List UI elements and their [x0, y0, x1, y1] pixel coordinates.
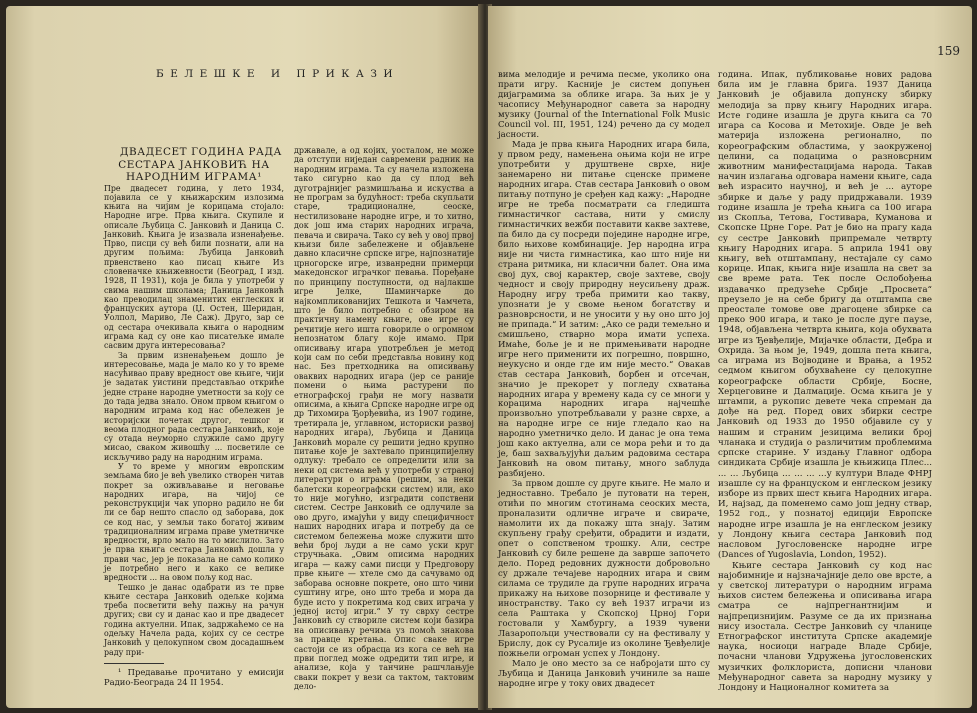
- paragraph: вима мелодије и речима песме, уколико она прати игру. Касније је систем допуњен дијаграмима за облике игара. За њих је у часопису Међународног савета за народну музику (Journal of the International Folk Music Council vol. III, 1951, 124) речено да су модел јасности.: [498, 70, 710, 140]
- paragraph: Тешко је данас одабрати из те прве књиге сестара Јанковић одељке којима треба посветити већу пажњу на рачун других; сви су и данас као и пре двадесет година актуелни. Ипак, задржаћемо се на одељку Начела рада, којих су се сестре Јанковић у целокупном свом досадашњем раду при-: [104, 582, 284, 657]
- paragraph: За првим изненађењем дошло је интересовање, мада је мало ко у то време насућивао праву вредност ове књиге, чији је задатак уистини представљао откриће једне стране народне уметности за коју се до тада једва знало. Оном првом књигом о народним играма код нас обележен је историјски почетак другог, тешког и веома плодног рада сестара Јанковић, које су отада неуморно служиле само другу мисао, свакoм живошћу ... посветиле се искључиво раду на народним играма.: [104, 350, 284, 462]
- paragraph: година. Ипак, публиковање нових радова била им је главна брига. 1937 Даница Јанковић је објавила допунску збирку мелодија за прву књигу Народних игара. Исте године изашла је друга књига са 70 игара са Косова и Метохије. Овде је већ материја изложена регионално, по кореографским областима, у заокруженој целини, са подацима о разновсрним животним манифестацијама народа. Такав начин излагања одговара намени књиге, сада већ израсито научној, и већ је ... ауторе збирке и даље у раду придржавали. 1939 године изашла је трећа књига са 100 игара из Скопља, Тетова, Гостивара, Куманова и Скопске Црне Горе. Рат је био на прагу када су сестре Јанковић припремале четврту књигу Народних игара. 5 априла 1941 ову књигу, већ отштампану, нестајале су само корице. Ипак, књига није изашла на свет за све време рата. Тек после Ослобођења издавачко предузеће Србије „Просвета“ преузело је на себе бригу да отштампа све преостале томове ове драгоцене збирке са преко 900 игара, и тако је после дуге паузе, 1948, објављена четврта књига, која обухвата игре из Ђевђелије, Мијачке области, Дебра и Охрида. За њом је, 1949, дошла пета књига, са играма из Војводине и Врања, а 1952 седмом књигом обухваћене су целокупне кореографске области Србије, Босне, Херцеговине и Далмације. Осма књига је у штампи, а рукопис девете чека спреман да дође на ред. Поред ових збирки сестре Јанковић од 1933 до 1950 објавиле су у нашим и страним језицима велики број чланака и студија о различитим проблемима српске старине. У издању Главног одбора синдиката Србије изашла је књижица Плес... ... ... Љубица ... ... ... ...у култури Владе ФНРЈ изашле су на француском и енглеском језику изборе из првих шест књига Народних игара. И, најзад, да поменемо само још једну ствар, 1952 год., у познатој едицији Европске народне игре изашла је на енглеском језику у Лондону књига сестара Јанковић под насловом Југословенске народне игре (Dances of Yugoslavia, London, 1952).: [718, 70, 932, 561]
- footnote-divider: [104, 663, 164, 664]
- article-title: ДВАДЕСЕТ ГОДИНА РАДА СЕСТАРА ЈАНКОВИЋ НА НАРОДНИМ ИГРАМА¹: [118, 146, 283, 183]
- left-column-2: [294, 146, 474, 692]
- paragraph: државале, а од којих, уосталом, не може да отступи ниједан савремени радник на народним играма. Та су начела изложена тако сигурно као да су плод већ дуготрајнијег размишљања и искуства а не програм за будућност: треба скупљати старе, традиционалне, сеоске, нестилизоване народне игре, и то хитно, док још има старих народних играча, певача и свирача. Тако су већ у овој првој књизи биле забележене и објављене давно класичне српске игре, најпознатије црногорске игре, изванредни примерци македонског играчког певања. Поређане по принципу поступности, од најлакше игре Јелке, Шаминчарке до најкомпликованијих Тешкота и Чамчета, што је било потребно с обзиром на практичну намену књиге, ове игре су речитије него ишта говориле о огромном непознатом благу које имамо. При описивању игара употребљен је метод који сам по себи представља новину код нас. Без претходника на описивању оваквих народних игара (јер се раније помени о њима растурени по етнографској грађи не могу назвати описима, а књига Српске народне игре од др Тихомира Ђорђевића, из 1907 године, третирала је, углавном, историски развој народних игара), Љубица и Даница Јанковић морале су решити једно крупно питање које је захтевало принципијелну одлуку: требало се определити или за неки од система већ у употреби у страној литератури о играма (решим, за неки балетски кореографски систем) или, ако то није могућно, изградити сопствени систем. Сестре Јанковић се одлучиле за ово друго, имајући у виду специфичност наших народних игара и потребу да се системом бележења може служити што већи број људи а не само уски круг стручњака. „Овим описима народних игара — кажу сами писци у Предговору прве књиге — хтеле смо да сачувамо од заборава основне покрете, оно што чини суштину игре, оно што треба и мора да буде исто у покретима код свих играча у једној истој игри.“ У ту сврху сестре Јанковић су створиле систем који базира на описивању речима уз помоћ знакова за правце кретања. Опис сваке игре састоји се из обрасца из кога се већ на први поглед може одредити тип игре, и анализе, која у танчине рашчлањује сваки покрет у вези са тактом, тактовим дело-: [294, 146, 474, 692]
- running-head: БЕЛЕШКЕ И ПРИКАЗИ: [156, 68, 400, 80]
- right-page: [488, 6, 972, 708]
- paragraph: У то време у многим европским земљама био је већ увелико створен читав покрет за оживљавање и неговање народних игара, на чијој се реконструкцији чак упорно радило не би ли се бар нешто спасло од заборава, док се код нас, у земљи тако богатој живим традиционалним играма праве уметничке вредности, врло мало на то мислило. Зато је прва књига сестара Јанковић дошла у прави час, јер је показала не само колико је потребно него и како се великe вредности ... на овом пољу код нас.: [104, 461, 284, 583]
- paragraph: Мада је прва књига Народних игара била, у првом реду, намењена оњима који не игре употребити у друштвене сврхе, није занемарено ни питање сценске примене народних игара. Став сестара Јанковић о овом питању потпуно је сређен кад кажу: „Народне игре не треба посматрати са гледишта гимнастичког састава, нити у смислу гимнастичких вежби поставити какве захтеве, па било да су посреди поједине народне игре, било њихове комбинације. Јер народна игра није ни чиста гимнастика, као што није ни страна ритмика, ни класични балет. Она има свој дух, свој карактер, своје захтеве, своју чедност и своју природну неусиљену драж. Народну игру треба примити као такву, упознати је у своме њеном богатству и разноврсности, и не уносити у њу оно што јој не припада.“ И затим: „Ако се ради темељно и смишљено, стварно мора имати успеха. Имаће, боље је и не примењивати народне игре него применити их погрешно, површно, неукусно и онде где им није место.“ Овакав став сестара Јанковић, борбен и отсечан, значио је прекорет у погледу схватања народних игара у времену када су се многи у корацима народних игара најчешће произвољно употребљавали у разне сврхе, а на народне игре се није гледало као на народно уметничко дело. И данас је она тема још како актуелна, али се мора рећи и то да је, баш захваљујући даљим радовима сестара Јанковић на овом питању, много заблуда разбијено.: [498, 139, 710, 480]
- right-column-1: [498, 70, 710, 689]
- left-page: [6, 6, 484, 708]
- footnote: ¹ Предавање прочитано у емисији Радио-Београда 24 II 1954.: [104, 666, 284, 687]
- page-number: 159: [937, 44, 960, 58]
- left-column-1: [104, 146, 284, 687]
- right-column-2: [718, 70, 932, 693]
- paragraph: Пре двадесет година, у лето 1934, појавила се у књижарским излозима књига на чијим је корицама стојало: Народне игре. Прва књига. Скупиле и описале Љубица С. Јанковић и Даница С. Јанковић. Књига је изазвала изненађење. Прво, писци су већ били познати, али на другим пољима: Љубица Јанковић првенствено као писац књиге Из словеначке књижевности (Београд, I изд. 1928, II 1931), која је била у употреби у свима нашим школама; Даница Јанковић као преводилац знаменитих енглеских и француских аутора (Џ. Остен, Шеридан, Уолпол, Мариво, Ле Саж). Друго, зар се од сестара очекивала књига о народним играма кад су оне као писатељке имале сасвим друга интересовања?: [104, 183, 284, 351]
- paragraph: За првом дошле су друге књиге. Не мало и једноставно. Требало је путовати на терен, отићи по многим стотинама сеоских места, проналазити одличне играче и свираче, намолити их да покажу шта знају. Затим скупљену грађу сређити, обрадити и издати, опет о сопственом трошку. Али, сестре Јанковић су биле решене да заврше започето дело. Поред редовних дужности добровољно су држале течајеве народних игара и свим силама се трудиле да групе народних играча прикажу на њихове позорнице и фестивале у иностранству. Тако су већ 1937 играчи из села Раштака у Скопској Црној Гори гостовали у Хамбургу, а 1939 чувени Лазаропољци учествовали су на фестивалу у Брислу, док су Русалије из околине Ђевђелије пожњели огроман успех у Лондону.: [498, 479, 710, 660]
- paragraph: Књиге сестара Јанковић су код нас најобимније и најзначајније дело ове врсте, а у светској литератури о народним играма њихов систем бележења и описивања игара сматра се најпрегнантнијим и најпрецизнијим. Разуме се да их признања нису изостала. Сестре Јанковић су чланице Етнографског института Српске академије наука, носиоци награде Владе Србије, почасни чланови Удружења југословенских музичких фолклориста, дописни чланови Међународног савета за народну музику у Лондону и Националног комитета за: [718, 560, 932, 694]
- paragraph: Мало је оно место за се набројати што су Љубица и Даница Јанковић учиниле за наше народне игре у току ових двадесет: [498, 659, 710, 690]
